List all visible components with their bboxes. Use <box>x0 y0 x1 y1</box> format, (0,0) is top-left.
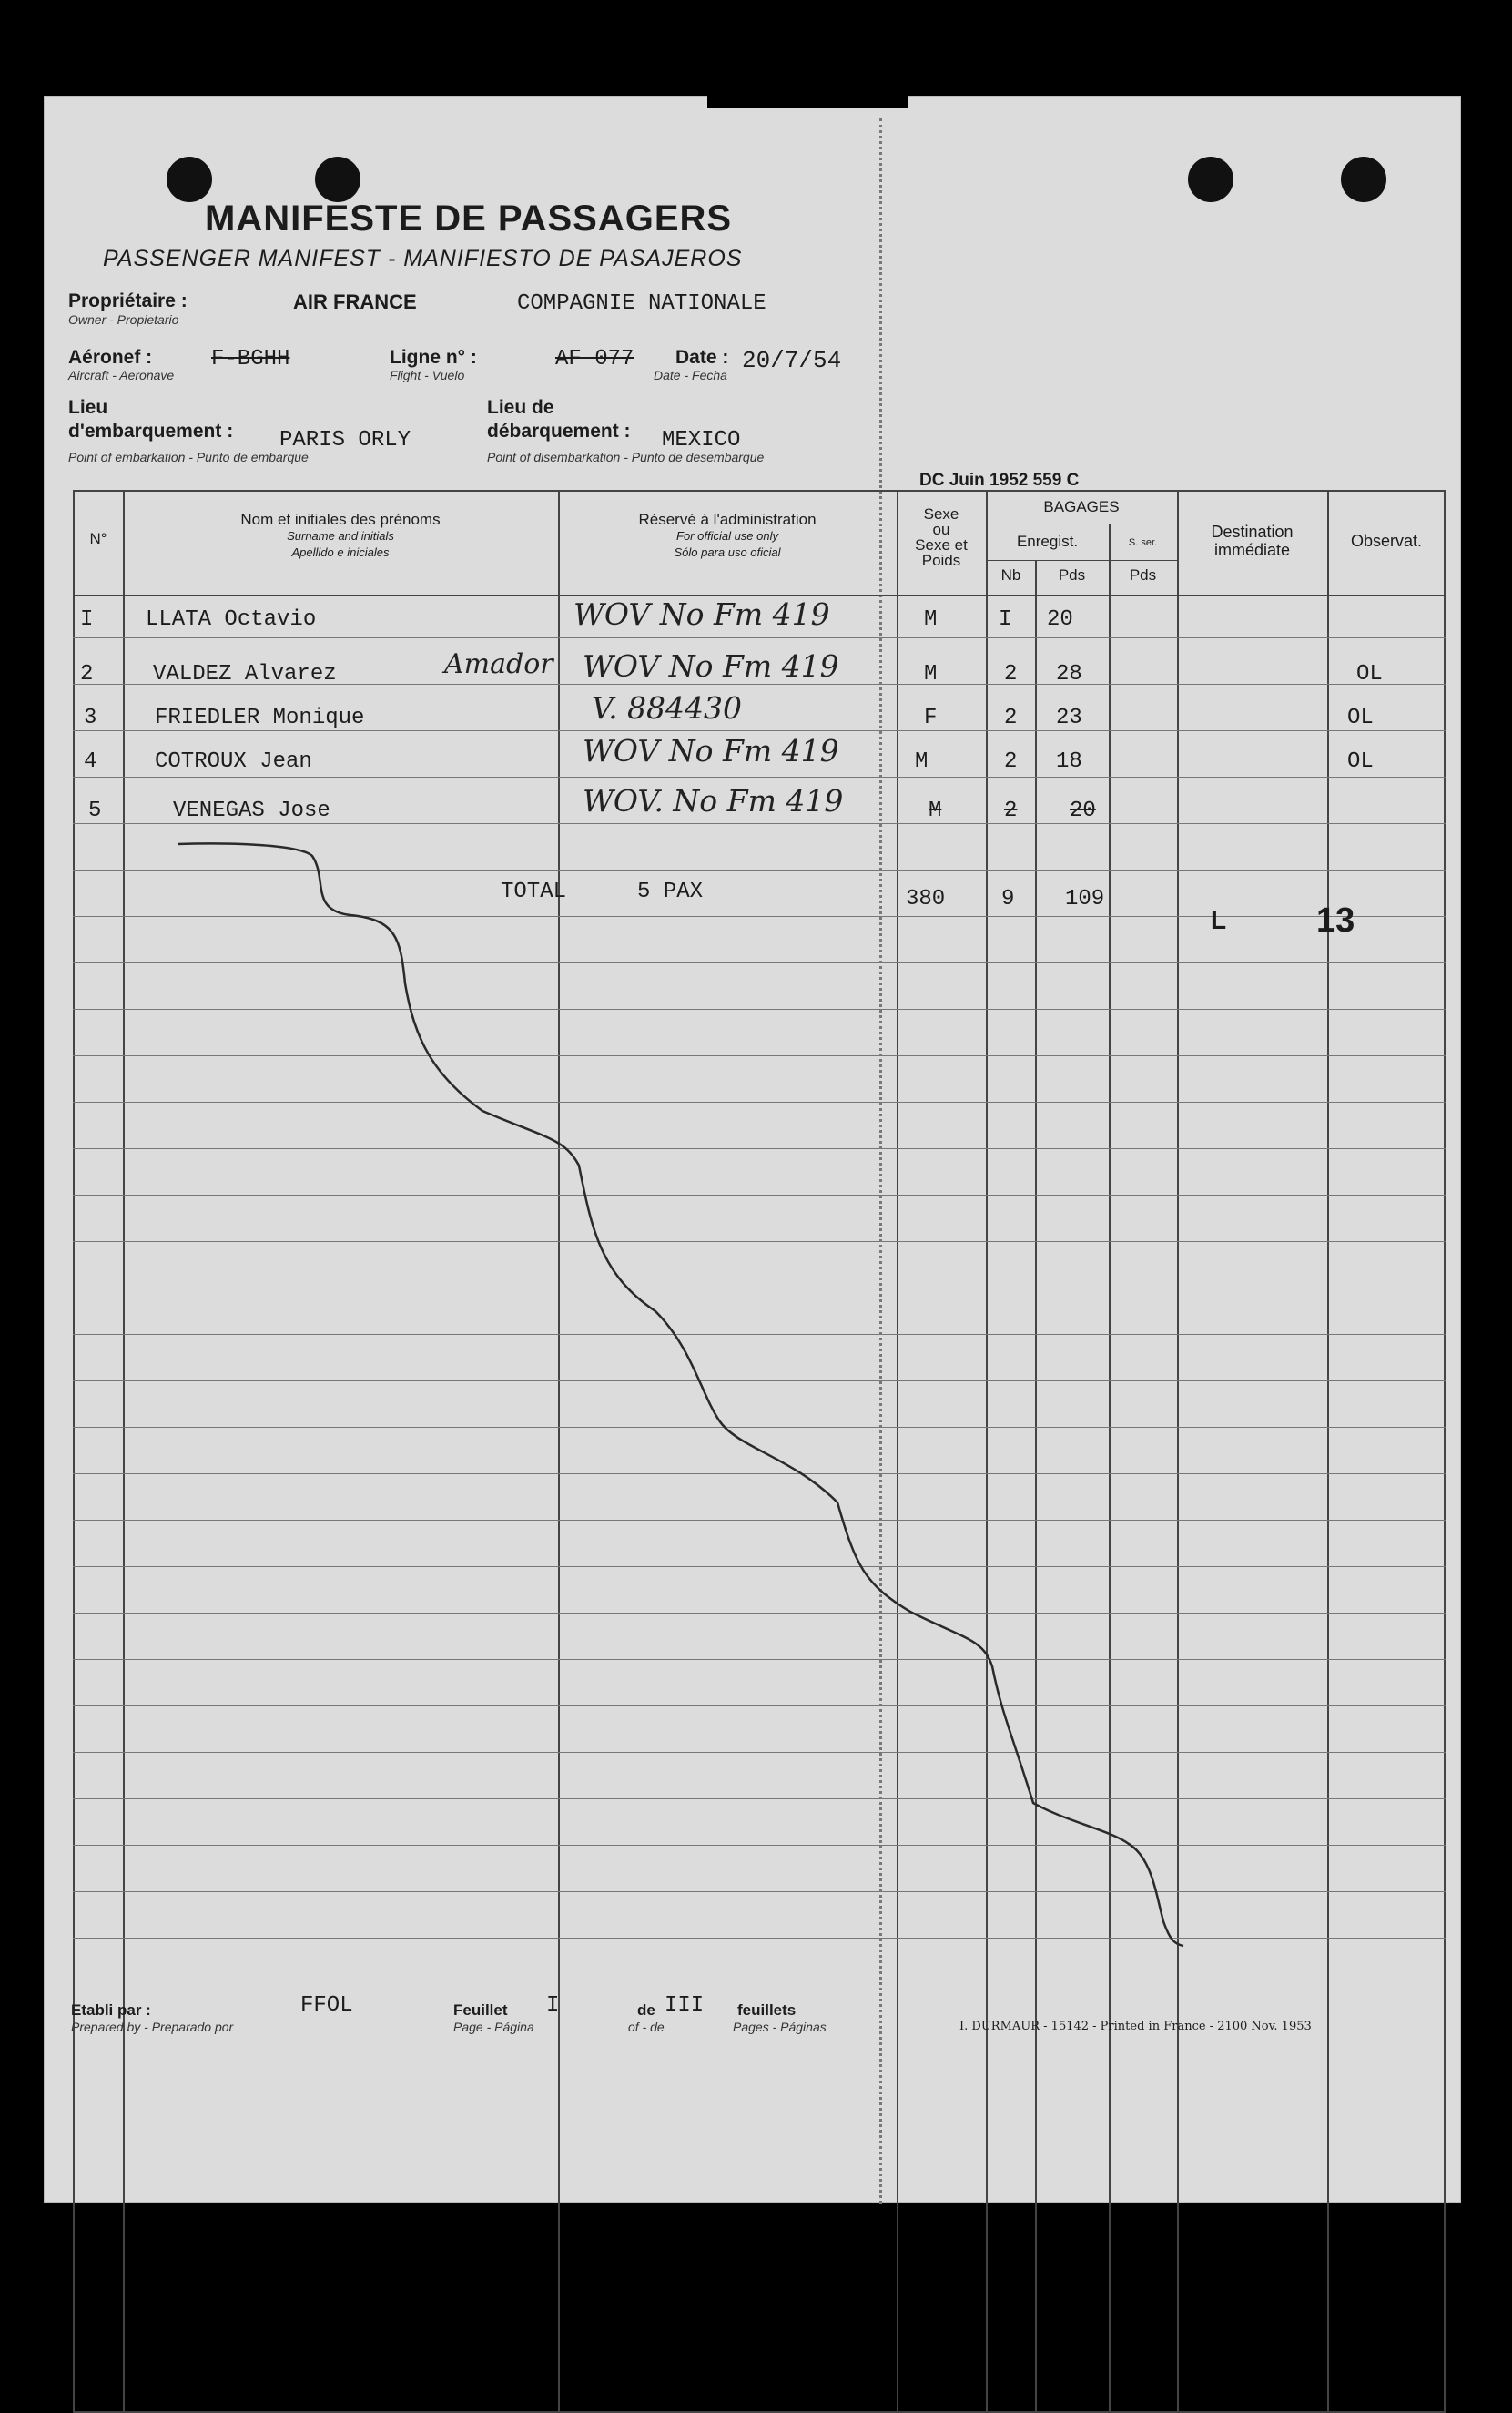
owner-sublabel: Owner - Propietario <box>68 312 179 327</box>
col-header-registered: Enregist. <box>1016 533 1079 550</box>
admin-note: V. 884430 <box>592 690 743 726</box>
observation: OL <box>1356 662 1383 687</box>
prepared-sublabel: Prepared by - Preparado por <box>71 2020 234 2034</box>
baggage-weight: 28 <box>1056 662 1082 687</box>
embark-value: PARIS ORLY <box>279 428 411 453</box>
row-number: 5 <box>88 799 102 823</box>
flight-label: Ligne n° : <box>390 347 477 368</box>
col-header-sex-4: Poids <box>921 552 961 569</box>
admin-note: WOV. No Fm 419 <box>583 783 844 819</box>
passenger-name: LLATA Octavio <box>146 607 317 632</box>
date-value: 20/7/54 <box>742 347 842 374</box>
baggage-count: 2 <box>1004 706 1018 730</box>
col-header-name-es: Apellido e iniciales <box>291 545 390 559</box>
owner-value: AIR FRANCE <box>293 290 417 313</box>
col-header-nb: Nb <box>1000 566 1021 584</box>
col-header-destination-1: Destination <box>1211 523 1294 541</box>
baggage-weight: 20 <box>1047 607 1073 632</box>
passenger-sex: M <box>915 749 929 774</box>
sheet-sublabel: Page - Página <box>453 2020 534 2034</box>
col-header-no: N° <box>89 530 107 547</box>
of-value: III <box>665 1993 705 2018</box>
owner-typed: COMPAGNIE NATIONALE <box>517 291 766 316</box>
total-baggage-weight: 109 <box>1065 887 1105 911</box>
disembark-label-line1: Lieu de <box>487 397 554 418</box>
baggage-count: 2 <box>1004 662 1018 687</box>
sheet-value: I <box>546 1993 560 2018</box>
passenger-sex: M <box>929 799 942 823</box>
row-number: 3 <box>84 706 97 730</box>
baggage-weight: 20 <box>1070 799 1096 823</box>
passenger-name: FRIEDLER Monique <box>155 706 365 730</box>
passenger-sex: F <box>924 706 938 730</box>
sheets-sublabel: Pages - Páginas <box>733 2020 827 2034</box>
col-header-excess: S. ser. <box>1128 537 1158 548</box>
col-header-sex-2: ou <box>932 521 950 538</box>
passenger-name: VALDEZ Alvarez <box>153 662 337 687</box>
total-baggage-count: 9 <box>1001 887 1015 911</box>
baggage-weight: 23 <box>1056 706 1082 730</box>
row-number: 2 <box>80 662 94 687</box>
page-subtitle: PASSENGER MANIFEST - MANIFIESTO DE PASAJEROS <box>103 246 743 271</box>
col-header-sex-3: Sexe et <box>915 536 968 554</box>
admin-note: WOV No Fm 419 <box>583 733 839 769</box>
total-label: TOTAL <box>501 880 567 904</box>
sheet-label: Feuillet <box>453 2001 508 2019</box>
sheets-label: feuillets <box>737 2001 797 2019</box>
disembark-sublabel: Point of disembarkation - Punto de desembarque <box>487 450 765 464</box>
of-sublabel: of - de <box>628 2020 665 2034</box>
col-header-name-fr: Nom et initiales des prénoms <box>240 511 441 528</box>
col-header-pds2: Pds <box>1129 566 1157 584</box>
page-title: MANIFESTE DE PASSAGERS <box>205 199 733 239</box>
baggage-weight: 18 <box>1056 749 1082 774</box>
col-header-observ: Observat. <box>1350 532 1423 550</box>
flight-value: AF 077 <box>555 347 634 372</box>
prepared-label: Etabli par : <box>71 2001 151 2019</box>
observation: OL <box>1347 706 1374 730</box>
passenger-name: VENEGAS Jose <box>173 799 330 823</box>
admin-note: WOV No Fm 419 <box>583 648 839 684</box>
baggage-count: 2 <box>1004 749 1018 774</box>
prepared-value: FFOL <box>300 1993 353 2018</box>
date-label: Date : <box>675 347 729 368</box>
embark-label-line2: d'embarquement : <box>68 421 234 442</box>
embark-sublabel: Point of embarkation - Punto de embarque <box>68 450 309 464</box>
admin-note: WOV No Fm 419 <box>573 596 830 632</box>
disembark-label-line2: débarquement : <box>487 421 631 442</box>
aircraft-label: Aéronef : <box>68 347 153 368</box>
col-header-admin-es: Sólo para uso oficial <box>674 545 781 559</box>
embark-label-line1: Lieu <box>68 397 108 418</box>
baggage-count: 2 <box>1004 799 1018 823</box>
col-header-admin-fr: Réservé à l'administration <box>638 511 817 528</box>
aircraft-value: F-BGHH <box>211 347 290 372</box>
printer-line: I. DURMAUR - 15142 - Printed in France - 2100 Nov. 1953 <box>959 2020 1312 2033</box>
observation: OL <box>1347 749 1374 774</box>
baggage-count: I <box>999 607 1012 632</box>
col-header-name-en: Surname and initials <box>287 529 394 543</box>
passenger-name-handwritten: Amador <box>444 648 553 680</box>
owner-label: Propriétaire : <box>68 290 188 311</box>
disembark-value: MEXICO <box>662 428 741 453</box>
row-number: 4 <box>84 749 97 774</box>
col-header-destination-2: immédiate <box>1213 541 1291 559</box>
of-label: de <box>637 2001 655 2019</box>
col-header-pds: Pds <box>1058 566 1086 584</box>
col-header-admin-en: For official use only <box>676 529 778 543</box>
total-pax: 5 PAX <box>637 880 704 904</box>
form-code: DC Juin 1952 559 C <box>919 471 1080 490</box>
passenger-sex: M <box>924 607 938 632</box>
col-header-baggage: BAGAGES <box>1043 498 1120 515</box>
row-number: I <box>80 607 94 632</box>
aircraft-sublabel: Aircraft - Aeronave <box>68 368 175 382</box>
passenger-name: COTROUX Jean <box>155 749 312 774</box>
total-mark: L <box>1211 906 1227 934</box>
passenger-sex: M <box>924 662 938 687</box>
total-count: 13 <box>1316 901 1355 940</box>
col-header-sex-1: Sexe <box>923 505 959 523</box>
flight-sublabel: Flight - Vuelo <box>390 368 465 382</box>
total-weight: 380 <box>906 887 946 911</box>
date-sublabel: Date - Fecha <box>654 368 727 382</box>
